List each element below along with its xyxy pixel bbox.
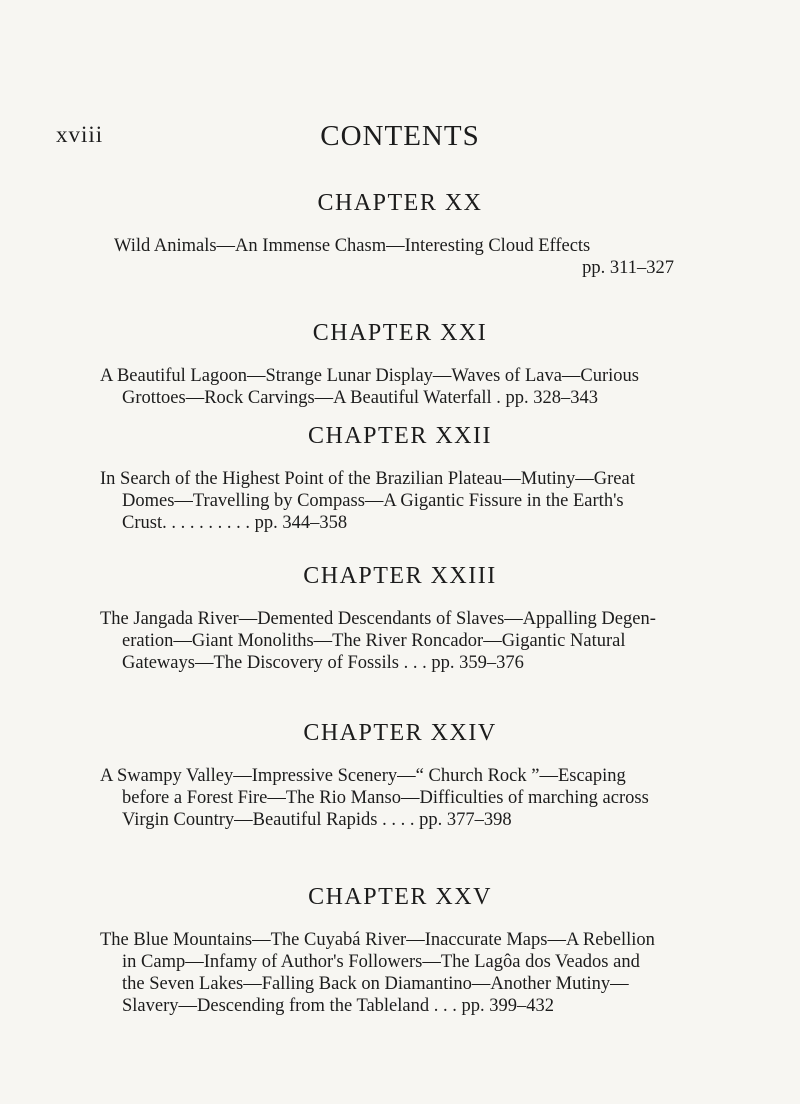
summary-text: Gateways—The Discovery of Fossils [122, 653, 399, 673]
chapter-heading: CHAPTER XXII [308, 423, 492, 449]
leader-dots: . . . [433, 996, 457, 1016]
chapter-heading: CHAPTER XX [317, 190, 483, 216]
summary-text: Crust. [122, 513, 167, 533]
leader-dots: . . . . . . . . . [171, 513, 250, 533]
summary-line: eration—Giant Monoliths—The River Roncador—Gigantic Natural [122, 631, 626, 651]
summary-line: Wild Animals—An Immense Chasm—Interesting Cloud Effects [114, 236, 591, 256]
page-range: pp. 344–358 [254, 513, 348, 533]
summary-line: The Jangada River—Demented Descendants of Slaves—Appalling Degen- [100, 609, 656, 629]
chapter-heading: CHAPTER XXIV [303, 720, 497, 746]
chapter-summary [100, 608, 690, 674]
leader-dots: . . . [403, 653, 427, 673]
summary-line: the Seven Lakes—Falling Back on Diamantino—Another Mutiny— [122, 974, 629, 994]
chapter-summary [100, 365, 690, 409]
summary-line-last [100, 387, 690, 409]
chapter-heading: CHAPTER XXV [308, 884, 492, 910]
summary-text: Grottoes—Rock Carvings—A Beautiful Waterfall [122, 388, 492, 408]
chapter-xxii [0, 423, 800, 534]
chapter-summary [100, 468, 690, 534]
page-range: pp. 311–327 [582, 258, 674, 278]
page-range: pp. 328–343 [505, 388, 599, 408]
summary-line: In Search of the Highest Point of the Brazilian Plateau—Mutiny—Great [100, 469, 635, 489]
chapter-summary [114, 235, 674, 279]
summary-line-last [100, 512, 690, 534]
summary-line-last [100, 652, 690, 674]
page-range: pp. 377–398 [419, 810, 512, 830]
chapter-xxiv [0, 720, 800, 831]
summary-line-last [100, 995, 690, 1017]
summary-line: A Swampy Valley—Impressive Scenery—“ Church Rock ”—Escaping [100, 766, 626, 786]
chapter-xx [0, 190, 800, 279]
summary-text: Virgin Country—Beautiful Rapids [122, 810, 378, 830]
summary-text: Slavery—Descending from the Tableland [122, 996, 430, 1016]
chapter-xxv [0, 884, 800, 1017]
summary-line: The Blue Mountains—The Cuyabá River—Inaccurate Maps—A Rebellion [100, 930, 655, 950]
chapter-summary [100, 765, 690, 831]
leader-dots: . . . . [382, 810, 415, 830]
chapter-xxi [0, 320, 800, 409]
chapter-heading: CHAPTER XXI [312, 320, 488, 346]
chapter-heading: CHAPTER XXIII [303, 563, 497, 589]
chapter-summary [100, 929, 690, 1017]
summary-line: before a Forest Fire—The Rio Manso—Difficulties of marching across [122, 788, 649, 808]
summary-line: A Beautiful Lagoon—Strange Lunar Display—Waves of Lava—Curious [100, 366, 640, 386]
page-range: pp. 399–432 [461, 996, 554, 1016]
chapter-xxiii [0, 563, 800, 674]
leader-dots: . [496, 388, 501, 408]
summary-line: in Camp—Infamy of Author's Followers—The Lagôa dos Veados and [122, 952, 640, 972]
page-range: pp. 359–376 [431, 653, 524, 673]
summary-line-last [100, 809, 690, 831]
running-head-title: CONTENTS [320, 120, 480, 152]
summary-line: Domes—Travelling by Compass—A Gigantic Fissure in the Earth's [122, 491, 624, 511]
page-number: xviii [56, 122, 104, 147]
